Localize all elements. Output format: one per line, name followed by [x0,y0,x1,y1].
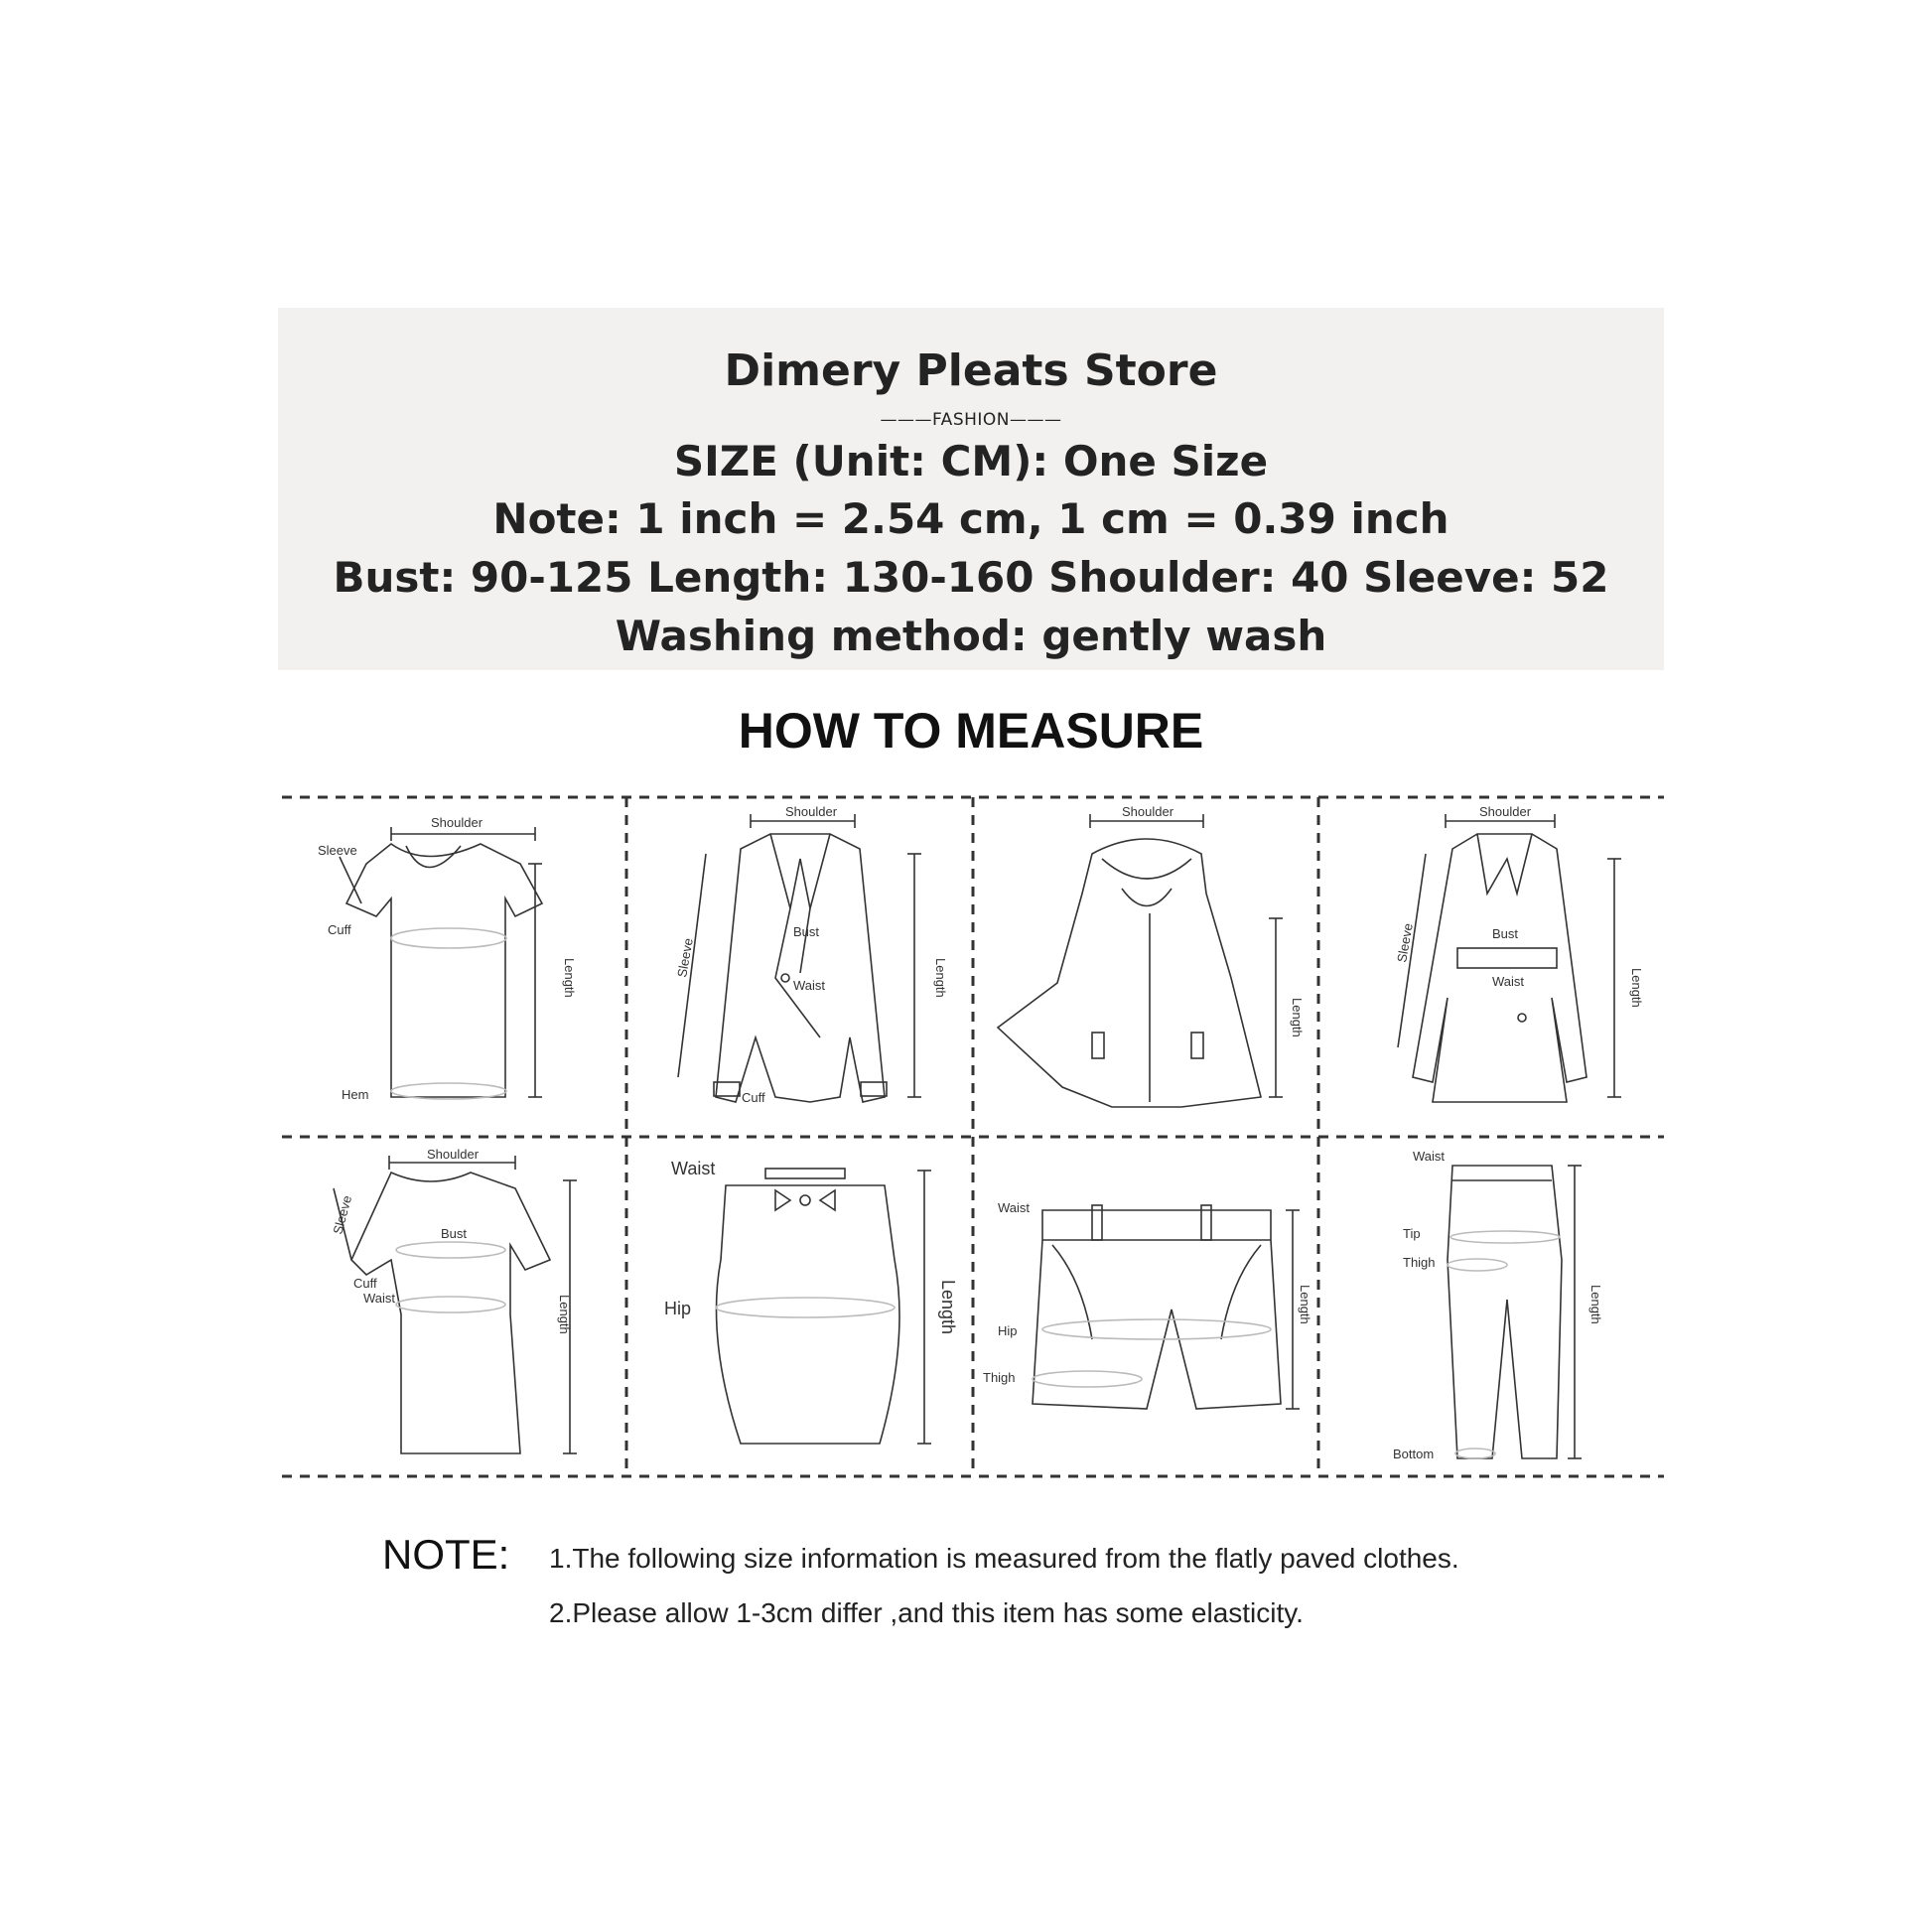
cape-length-label: Length [1290,998,1305,1037]
measurement-diagram-grid [282,793,1664,1480]
blazer-bust-label: Bust [793,924,820,939]
size-line: SIZE (Unit: CM): One Size [673,437,1269,485]
blazer-cuff-label: Cuff [742,1090,765,1105]
tshirt-sleeve-label: Sleeve [318,843,357,858]
tshirt-shoulder-label: Shoulder [431,815,483,830]
coat-length-label: Length [1629,968,1644,1008]
pants-thigh-label: Thigh [1403,1255,1436,1270]
tshirt-diagram [282,799,626,1137]
coat-shoulder-label: Shoulder [1479,804,1532,819]
size-info-header [278,308,1664,670]
blazer-shoulder-label: Shoulder [785,804,838,819]
shorts-diagram [973,1141,1318,1474]
coat-waist-label: Waist [1492,974,1525,989]
store-name: Dimery Pleats Store [724,345,1218,396]
dress-bust-label: Bust [441,1226,468,1241]
fashion-tagline: ———FASHION——— [880,410,1062,430]
coat-drawing [1318,799,1664,1137]
dress-diagram [282,1141,626,1474]
pants-tip-label: Tip [1403,1226,1421,1241]
size-chart-panel [278,308,1664,1636]
shorts-thigh-label: Thigh [983,1370,1016,1385]
cape-drawing [973,799,1318,1137]
coat-bust-label: Bust [1492,926,1519,941]
skirt-diagram [626,1141,973,1474]
skirt-hip-label: Hip [664,1299,692,1318]
coat-diagram [1318,799,1664,1137]
dress-length-label: Length [557,1295,572,1334]
washing-method-line: Washing method: gently wash [615,612,1327,660]
unit-note-line: Note: 1 inch = 2.54 cm, 1 cm = 0.39 inch [492,494,1449,543]
shorts-drawing [973,1141,1318,1474]
note-line-1: 1.The following size information is measured from the flatly paved clothes. [549,1543,1459,1574]
note-line-2: 2.Please allow 1-3cm differ ,and this item has some elasticity. [549,1597,1304,1628]
dress-shoulder-label: Shoulder [427,1147,480,1162]
skirt-drawing [626,1141,973,1474]
dress-cuff-label: Cuff [353,1276,377,1291]
shorts-waist-label: Waist [998,1200,1031,1215]
blazer-drawing [626,799,973,1137]
blazer-waist-label: Waist [793,978,826,993]
pants-length-label: Length [1588,1285,1603,1324]
cape-shoulder-label: Shoulder [1122,804,1174,819]
tshirt-length-label: Length [562,958,577,998]
dress-drawing [282,1141,626,1474]
measurement-note [278,1519,1664,1636]
how-to-measure-title: HOW TO MEASURE [738,703,1204,759]
tshirt-hem-label: Hem [342,1087,369,1102]
shorts-length-label: Length [1298,1285,1312,1324]
tshirt-cuff-label: Cuff [328,922,351,937]
tshirt-drawing [282,799,626,1137]
dress-sleeve-label: Sleeve [330,1193,355,1236]
pants-drawing [1318,1141,1664,1474]
pants-diagram [1318,1141,1664,1474]
dimensions-line: Bust: 90-125 Length: 130-160 Shoulder: 40 Sleeve: 52 [333,553,1609,602]
shorts-hip-label: Hip [998,1323,1018,1338]
pants-bottom-label: Bottom [1393,1447,1435,1461]
pants-waist-label: Waist [1413,1149,1446,1164]
cape-diagram [973,799,1318,1137]
skirt-length-label: Length [938,1280,958,1335]
skirt-waist-label: Waist [671,1159,716,1178]
dress-waist-label: Waist [363,1291,396,1306]
note-label: NOTE: [382,1531,510,1578]
blazer-length-label: Length [933,958,948,998]
coat-sleeve-label: Sleeve [1394,921,1416,964]
blazer-sleeve-label: Sleeve [674,936,696,979]
blazer-diagram [626,799,973,1137]
